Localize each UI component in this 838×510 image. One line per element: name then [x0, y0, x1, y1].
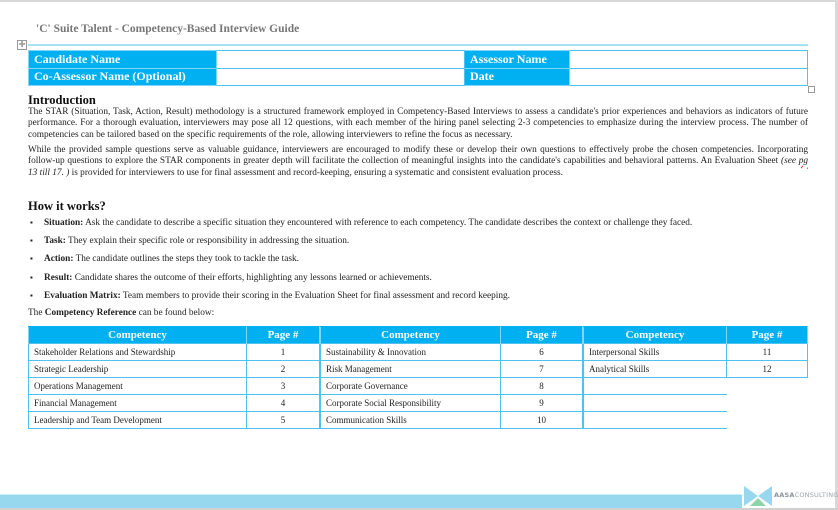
page-cell: 2	[247, 361, 320, 378]
introduction-heading: Introduction	[28, 93, 96, 107]
document-title: 'C' Suite Talent - Competency-Based Interview Guide	[36, 23, 300, 35]
page-cell: 7	[501, 361, 583, 378]
table-row	[584, 344, 808, 361]
table-move-handle-icon[interactable]: ✛	[18, 40, 26, 49]
table-row	[29, 412, 320, 429]
competency-cell: Stakeholder Relations and Stewardship	[29, 344, 247, 361]
column-header-competency: Competency	[584, 327, 727, 344]
table-resize-handle[interactable]	[808, 86, 815, 93]
date-field[interactable]	[570, 68, 808, 86]
competency-cell: Leadership and Team Development	[29, 412, 247, 429]
ref-line-bold: Competency Reference	[44, 308, 137, 318]
page-cell: 12	[727, 361, 808, 378]
bullet-icon: ▪	[30, 254, 33, 264]
empty-cell	[727, 412, 808, 429]
competency-cell: Strategic Leadership	[29, 361, 247, 378]
competency-cell: Interpersonal Skills	[584, 344, 727, 361]
competency-cell: Analytical Skills	[584, 361, 727, 378]
competency-cell: Communication Skills	[321, 412, 501, 429]
competency-cell: Operations Management	[29, 378, 247, 395]
bullet-text: They explain their specific role or responsibility in addressing the situation.	[65, 236, 350, 247]
para2-text-start: While the provided sample questions serve as valuable guidance, interviewers are encouraged to modify these or develop their own questions to effectively probe the chosen competencies. Incorporating follow-up questions to explore the STAR components in greater depth will facilitate the collection of meaningful insights into the candidate's capabilities and behavioral patterns. An Evaluation Sheet	[28, 145, 808, 167]
competency-cell: Financial Management	[29, 395, 247, 412]
list-item	[28, 272, 818, 290]
footer-bar	[0, 494, 742, 508]
table-row	[29, 395, 320, 412]
competency-table-3	[583, 326, 808, 429]
bullet-term: Evaluation Matrix:	[44, 290, 121, 301]
competency-reference-intro	[28, 308, 214, 318]
table-row-empty	[584, 395, 808, 412]
assessor-name-field[interactable]	[570, 51, 808, 69]
introduction-paragraph-1: The STAR (Situation, Task, Action, Result) methodology is a structured framework employed in Competency-Based Interviews to assess a candidate's prior experiences and behaviors as indicators of future performance. For a thorough evaluation, interviewers may pose all 12 questions, with each member of the hiring panel selecting 2-3 competencies to emphasize during the interview process. The number of competencies can be tailored based on the specific requirements of the role, allowing interviewers to refine the focus as necessary.	[28, 107, 808, 140]
list-item	[28, 217, 818, 235]
bullet-term: Situation:	[44, 218, 84, 228]
page-cell: 6	[501, 344, 583, 361]
spellcheck-word: pg	[798, 156, 808, 167]
table-row	[321, 395, 583, 412]
empty-cell	[584, 378, 727, 395]
bullet-text: Ask the candidate to describe a specific situation they encountered with reference to each competency. The candidate describes the context or challenge they faced.	[83, 218, 693, 228]
table-row	[321, 412, 583, 429]
table-row	[29, 378, 320, 395]
table-row	[29, 344, 320, 361]
ref-line-pre: The	[28, 308, 45, 318]
co-assessor-name-field[interactable]	[217, 68, 465, 86]
star-bullet-list	[28, 217, 818, 308]
competency-cell: Corporate Governance	[321, 378, 501, 395]
para2-text-end: is provided for interviewers to use for final assessment and record-keeping, ensuring a systematic and consistent evaluation process.	[69, 167, 563, 178]
logo-text-light: CONSULTING	[794, 491, 838, 499]
table-row	[321, 361, 583, 378]
competency-cell: Risk Management	[321, 361, 501, 378]
header-rule	[28, 44, 808, 46]
bullet-term: Action:	[44, 254, 74, 265]
empty-cell	[727, 378, 808, 395]
competency-cell: Corporate Social Responsibility	[321, 395, 501, 412]
introduction-paragraph-2	[28, 145, 808, 179]
list-item	[28, 290, 818, 308]
empty-cell	[584, 395, 727, 412]
table-row	[321, 344, 583, 361]
table-row-empty	[584, 412, 808, 429]
list-item	[28, 253, 818, 271]
column-header-competency: Competency	[321, 327, 501, 344]
ref-pre: (see	[780, 156, 799, 167]
column-header-competency: Competency	[29, 327, 247, 344]
bullet-term: Task:	[44, 236, 66, 247]
table-row	[321, 378, 583, 395]
competency-table-2	[320, 326, 583, 429]
competency-table-1	[28, 326, 320, 429]
page-cell: 9	[501, 395, 583, 412]
empty-cell	[584, 412, 727, 429]
page-cell: 11	[727, 344, 808, 361]
page-cell: 8	[501, 378, 583, 395]
logo-text	[774, 491, 838, 499]
page-cell: 10	[501, 412, 583, 429]
table-row-empty	[584, 378, 808, 395]
logo-text-bold: AASA	[774, 491, 795, 499]
page-cell: 5	[247, 412, 320, 429]
competency-cell: Sustainability & Innovation	[321, 344, 501, 361]
bullet-icon: ▪	[30, 236, 33, 246]
assessor-name-label: Assessor Name	[465, 51, 570, 69]
bullet-text: The candidate outlines the steps they took to tackle the task.	[73, 254, 299, 265]
bullet-icon: ▪	[30, 290, 33, 300]
candidate-name-field[interactable]	[217, 51, 465, 69]
ref-line-post: can be found below:	[136, 308, 215, 318]
candidate-info-table	[28, 50, 808, 86]
empty-cell	[727, 395, 808, 412]
column-header-page: Page #	[247, 327, 320, 344]
table-row	[584, 361, 808, 378]
column-header-page: Page #	[727, 327, 808, 344]
column-header-page: Page #	[501, 327, 583, 344]
bullet-icon: ▪	[30, 272, 33, 282]
ref-post: 13 till 17. )	[28, 167, 70, 178]
table-row	[29, 361, 320, 378]
page-cell: 4	[247, 395, 320, 412]
list-item	[28, 235, 818, 253]
bullet-term: Result:	[44, 272, 73, 283]
how-it-works-heading: How it works?	[28, 199, 106, 213]
bullet-text: Team members to provide their scoring in the Evaluation Sheet for final assessment and record keeping.	[120, 290, 510, 301]
date-label: Date	[465, 68, 570, 86]
candidate-name-label: Candidate Name	[29, 51, 217, 69]
bullet-icon: ▪	[30, 218, 33, 227]
page-cell: 1	[247, 344, 320, 361]
page-cell: 3	[247, 378, 320, 395]
co-assessor-name-label: Co-Assessor Name (Optional)	[29, 68, 217, 86]
bullet-text: Candidate shares the outcome of their efforts, highlighting any lessons learned or achievements.	[72, 272, 432, 283]
